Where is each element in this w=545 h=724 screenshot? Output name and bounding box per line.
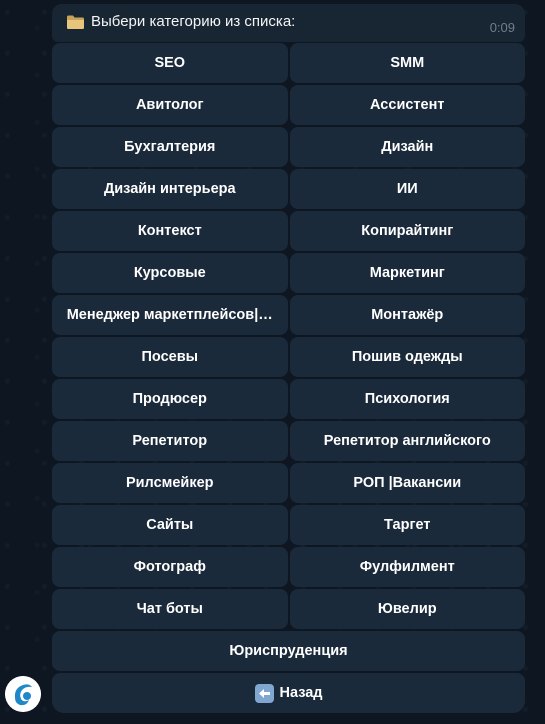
keyboard-row [52, 547, 525, 587]
keyboard-button-label: SEO [154, 55, 186, 71]
kb-button-рилсмейкер[interactable] [52, 463, 288, 503]
keyboard-button-label: Пошив одежды [351, 349, 463, 365]
keyboard-button-label: Рилсмейкер [125, 475, 214, 491]
keyboard-button-label: Чат боты [136, 601, 203, 617]
kb-button-курсовые[interactable] [52, 253, 288, 293]
keyboard-button-label: Сайты [146, 517, 194, 533]
kb-button-психология[interactable] [290, 379, 526, 419]
keyboard-button-label: Фотограф [133, 559, 206, 575]
keyboard-button-label: Посевы [141, 349, 198, 365]
kb-button-копирайтинг[interactable] [290, 211, 526, 251]
kb-button-посевы[interactable] [52, 337, 288, 377]
keyboard-button-label: Репетитор [132, 433, 208, 449]
keyboard-button-label: Маркетинг [369, 265, 445, 281]
keyboard-row [52, 295, 525, 335]
kb-button-пошив-одежды[interactable] [290, 337, 526, 377]
message-time: 0:09 [489, 20, 515, 35]
bot-logo-icon [5, 676, 41, 712]
kb-button-репетитор[interactable] [52, 421, 288, 461]
bot-avatar[interactable] [5, 676, 41, 712]
kb-button-контекст[interactable] [52, 211, 288, 251]
kb-button-seo[interactable] [52, 43, 288, 83]
kb-button-ассистент[interactable] [290, 85, 526, 125]
kb-button-продюсер[interactable] [52, 379, 288, 419]
keyboard-row [52, 253, 525, 293]
keyboard-button-label: Фулфилмент [359, 559, 455, 575]
keyboard-row [52, 337, 525, 377]
keyboard-row [52, 169, 525, 209]
back-arrow-icon [255, 684, 274, 703]
kb-button-фотограф[interactable] [52, 547, 288, 587]
keyboard-button-label: Бухгалтерия [124, 139, 216, 155]
keyboard-button-label: Монтажёр [371, 307, 444, 323]
kb-button-репетитор-английского[interactable] [290, 421, 526, 461]
kb-button-дизайн[interactable] [290, 127, 526, 167]
keyboard-row [52, 631, 525, 671]
keyboard-row [52, 211, 525, 251]
kb-button-юриспруденция[interactable] [52, 631, 525, 671]
kb-button-менеджер-маркетплейсов[interactable] [52, 295, 288, 335]
kb-button-бухгалтерия[interactable] [52, 127, 288, 167]
keyboard-row [52, 589, 525, 629]
keyboard-button-label: Дизайн интерьера [103, 181, 236, 197]
keyboard-row [52, 85, 525, 125]
keyboard-row [52, 505, 525, 545]
kb-button-ии[interactable] [290, 169, 526, 209]
keyboard-row [52, 43, 525, 83]
keyboard-button-label: Контекст [137, 223, 202, 239]
keyboard-row [52, 379, 525, 419]
back-button[interactable] [52, 673, 525, 713]
keyboard-button-label: РОП |Вакансии [353, 475, 462, 491]
kb-button-монтажёр[interactable] [290, 295, 526, 335]
keyboard-button-label: Авитолог [135, 97, 204, 113]
kb-button-фулфилмент[interactable] [290, 547, 526, 587]
keyboard-button-label: Ювелир [377, 601, 437, 617]
keyboard-button-label: Копирайтинг [361, 223, 454, 239]
keyboard-button-label: Ассистент [370, 97, 445, 113]
keyboard-button-label: Психология [364, 391, 450, 407]
kb-button-таргет[interactable] [290, 505, 526, 545]
back-button-label: Назад [279, 685, 323, 701]
keyboard-button-label: Репетитор английского [323, 433, 491, 449]
keyboard-button-label: Продюсер [132, 391, 207, 407]
keyboard-button-label: SMM [390, 55, 425, 71]
kb-button-маркетинг[interactable] [290, 253, 526, 293]
kb-button-smm[interactable] [290, 43, 526, 83]
keyboard-button-label: Курсовые [133, 265, 206, 281]
keyboard-button-label: ИИ [396, 181, 418, 197]
keyboard-row [52, 673, 525, 713]
reply-keyboard [52, 43, 525, 715]
keyboard-button-label: Дизайн [381, 139, 434, 155]
keyboard-row [52, 421, 525, 461]
keyboard-button-label: Таргет [384, 517, 431, 533]
bot-message [52, 4, 525, 42]
kb-button-дизайн-интерьера[interactable] [52, 169, 288, 209]
keyboard-button-label: Юриспруденция [229, 643, 348, 659]
message-text: Выбери категорию из списка: [91, 13, 296, 30]
keyboard-row [52, 463, 525, 503]
kb-button-ювелир[interactable] [290, 589, 526, 629]
kb-button-чат-боты[interactable] [52, 589, 288, 629]
keyboard-row [52, 127, 525, 167]
folder-icon [66, 14, 85, 30]
keyboard-button-label: Менеджер маркетплейсов|… [66, 307, 273, 323]
kb-button-роп-вакансии[interactable] [290, 463, 526, 503]
kb-button-авитолог[interactable] [52, 85, 288, 125]
kb-button-сайты[interactable] [52, 505, 288, 545]
